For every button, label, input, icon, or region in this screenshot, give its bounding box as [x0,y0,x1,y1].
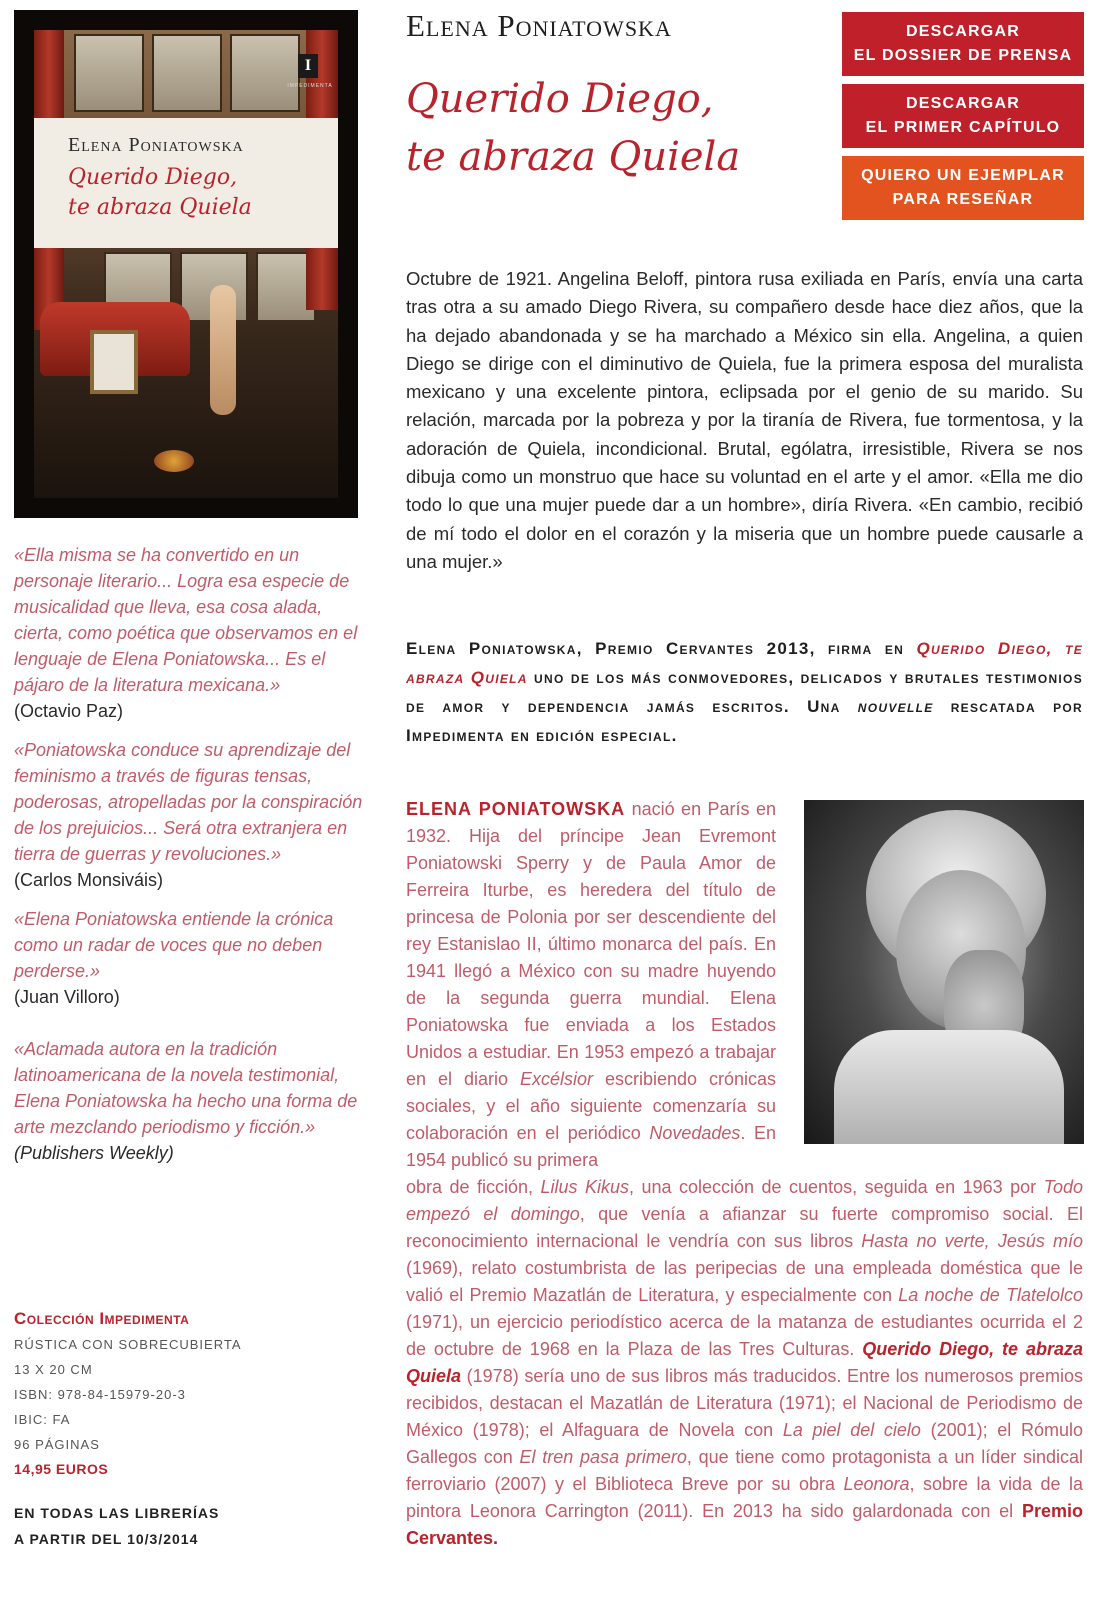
bio-title: Hasta no verte, Jesús mío [861,1231,1083,1251]
page-count: 96 PÁGINAS [14,1437,100,1452]
cover-title-band [34,118,338,248]
bio-text: (1969), relato costumbrista de las peripecias de una empleada doméstica que le valió el Premio Mazatlán de Literatura, y especialmente con [406,1258,1083,1305]
quote-author: (Juan Villoro) [14,987,120,1007]
quote-author: (Carlos Monsiváis) [14,870,164,890]
book-details [14,1306,354,1552]
bio-book-title: Querido Diego, te abraza Quiela [406,1339,1083,1386]
portrait-blouse [834,1030,1064,1144]
cover-title-line: te abraza Quiela [68,195,252,220]
price: 14,95 EUROS [14,1461,109,1477]
bio-text: , que tiene como protagonista a un líder sindical ferroviario (2007) y el Biblioteca Breve por su obra [406,1447,1083,1494]
bio-title: La piel del cielo [782,1420,921,1440]
synopsis: Octubre de 1921. Angelina Beloff, pintora rusa exiliada en París, envía una carta tras otra a su amado Diego Rivera, su compañero desde hace diez años, que la ha dejado abandonada y se ha marchado a México sin ella. Angelina, a quien Diego se dirige con el diminutivo de Quiela, fue la primera esposa del muralista mexicano y una excelente pintora, eclipsada por el genio de su marido. Su relación, marcada por la pobreza y por la tiranía de Rivera, fue tormentosa, y la adoración de Quiela, incondicional. Brutal, ególatra, irresistible, Rivera se nos dibuja como un monstruo que hace su voluntad en el arte y el amor. «Ella me dio todo lo que una mujer puede dar a un hombre», diría Rivera. «En cambio, recibió de mí todo el dolor en el corazón y la miseria que un hombre puede causarle a una mujer.» [406,268,1083,572]
quote-author: (Publishers Weekly) [14,1143,174,1163]
binding: RÚSTICA CON SOBRECUBIERTA [14,1337,242,1352]
cover-title-line: Querido Diego, [68,165,238,190]
button-label: PARA RESEÑAR [892,191,1034,208]
availability-line: A PARTIR DEL 10/3/2014 [14,1531,199,1547]
quote-text: «Poniatowska conduce su aprendizaje del feminismo a través de figuras tensas, poderosas, atropelladas por la conspiración de los prejuicios... Será otra extranjera en tierra de guerras y revoluciones.» [14,740,363,864]
book-cover [14,10,358,518]
quote [14,737,364,893]
publisher-logo: I [298,54,318,78]
tagline [406,634,1083,750]
tagline-text: rescatada por Impedimenta en edición especial. [406,697,1084,745]
availability [14,1500,354,1552]
quote [14,906,364,1010]
book-title-line: te abraza Quiela [406,134,741,180]
tagline-text: Elena Poniatowska, Premio Cervantes 2013, firma en [406,639,917,658]
cover-title [68,163,328,223]
bio-author-name: ELENA PONIATOWSKA [406,799,626,819]
cover-author: Elena Poniatowska [68,134,244,156]
cover-painting [34,30,338,498]
button-label: DESCARGAR [906,95,1020,112]
tagline-nouvelle: nouvelle [857,697,934,716]
bio-text: (2001); el Rómulo Gallegos con [406,1420,1083,1467]
quote-text: «Elena Poniatowska entiende la crónica como un radar de voces que no deben perderse.» [14,909,334,981]
isbn: ISBN: 978-84-15979-20-3 [14,1387,186,1402]
availability-line: EN TODAS LAS LIBRERÍAS [14,1505,220,1521]
window-pane [230,34,300,112]
ibic: IBIC: FA [14,1412,71,1427]
collection-name: Colección Impedimenta [14,1309,190,1328]
biography-part-2 [406,1174,1083,1552]
bio-text: . En 1954 publicó su primera [406,1123,776,1170]
review-quotes [14,542,364,1166]
bio-text: obra de ficción, [406,1177,541,1197]
quote [14,542,364,724]
button-label: EL DOSSIER DE PRENSA [853,47,1073,64]
author-portrait [804,800,1084,1144]
button-label: DESCARGAR [906,23,1020,40]
bio-title: El tren pasa primero [519,1447,687,1467]
quote-author: (Octavio Paz) [14,701,124,721]
quote-text: «Aclamada autora en la tradición latinoamericana de la novela testimonial, Elena Poniatowska ha hecho una forma de arte mezclando periodismo y ficción.» [14,1039,358,1137]
tagline-text: uno de los más conmovedores, delicados y brutales testimonios de amor y dependencia jamás escritos. Una [406,668,1083,716]
bio-title: Novedades [649,1123,741,1143]
bio-text: (1971), un ejercicio periodístico acerca de la matanza de estudiantes ocurrida el 2 de octubre de 1968 en la Plaza de las Tres Culturas. [406,1312,1083,1359]
request-review-copy-button[interactable] [842,156,1084,220]
bio-title: Excélsior [519,1069,593,1089]
framed-sketch [90,330,138,394]
fruit-bowl [154,450,194,472]
bio-text: . [493,1528,499,1548]
publisher-logo-text: IMPEDIMENTA [287,83,333,89]
dimensions: 13 X 20 CM [14,1362,93,1377]
quote-text: «Ella misma se ha convertido en un personaje literario... Logra esa especie de musicalidad que lleva, esa cosa alada, cierta, como poética que observamos en el lenguaje de Elena Poniatowska... Es el pájaro de la literatura mexicana.» [14,545,358,695]
window-pane [152,34,222,112]
bio-award: Premio Cervantes [406,1501,1083,1548]
download-press-kit-button[interactable] [842,12,1084,76]
bio-text: nació en París en 1932. Hija del príncipe Jean Evremont Poniatowski Sperry y de Paula Amor de Ferreira Iturbe, es heredera del título de princesa de Polonia por ser descendiente del rey Estanislao II, último monarca del país. En 1941 llegó a México con su madre huyendo de la segunda guerra mundial. Elena Poniatowska fue enviada a los Estados Unidos a estudiar. En 1953 empezó a trabajar en el diario [406,799,777,1089]
download-first-chapter-button[interactable] [842,84,1084,148]
bio-text: , una colección de cuentos, seguida en 1963 por [629,1177,1044,1197]
button-label: QUIERO UN EJEMPLAR [861,167,1065,184]
book-title-line: Querido Diego, [406,76,714,122]
bio-text: escribiendo crónicas sociales, y el año siguiente comenzaría su colaboración en el periódico [406,1069,776,1143]
tagline-book-title: Querido Diego, te abraza Quiela [406,639,1083,687]
window-pane [74,34,144,112]
author-heading: Elena Poniatowska [406,8,672,43]
bio-title: Leonora [843,1474,910,1494]
figure [210,285,236,415]
bio-title: La noche de Tlatelolco [898,1285,1083,1305]
bio-title: Todo empezó el domingo [406,1177,1083,1224]
biography-part-1 [406,796,776,1174]
bio-text: , sobre la vida de la pintora Leonora Carrington (2011). En 2013 ha sido galardonada con el [406,1474,1083,1521]
book-title [406,70,826,186]
bio-title: Lilus Kikus [540,1177,630,1197]
bio-text: (1978) sería uno de sus libros más traducidos. Entre los numerosos premios recibidos, destacan el Mazatlán de Literatura (1971); el Nacional de Periodismo de México (1978); el Alfaguara de Novela con [406,1366,1083,1440]
button-label: EL PRIMER CAPÍTULO [865,119,1061,136]
quote [14,1036,364,1166]
bio-text: , que venía a afianzar su fuerte compromiso social. El reconocimiento internacional le vendría con sus libros [406,1204,1083,1251]
